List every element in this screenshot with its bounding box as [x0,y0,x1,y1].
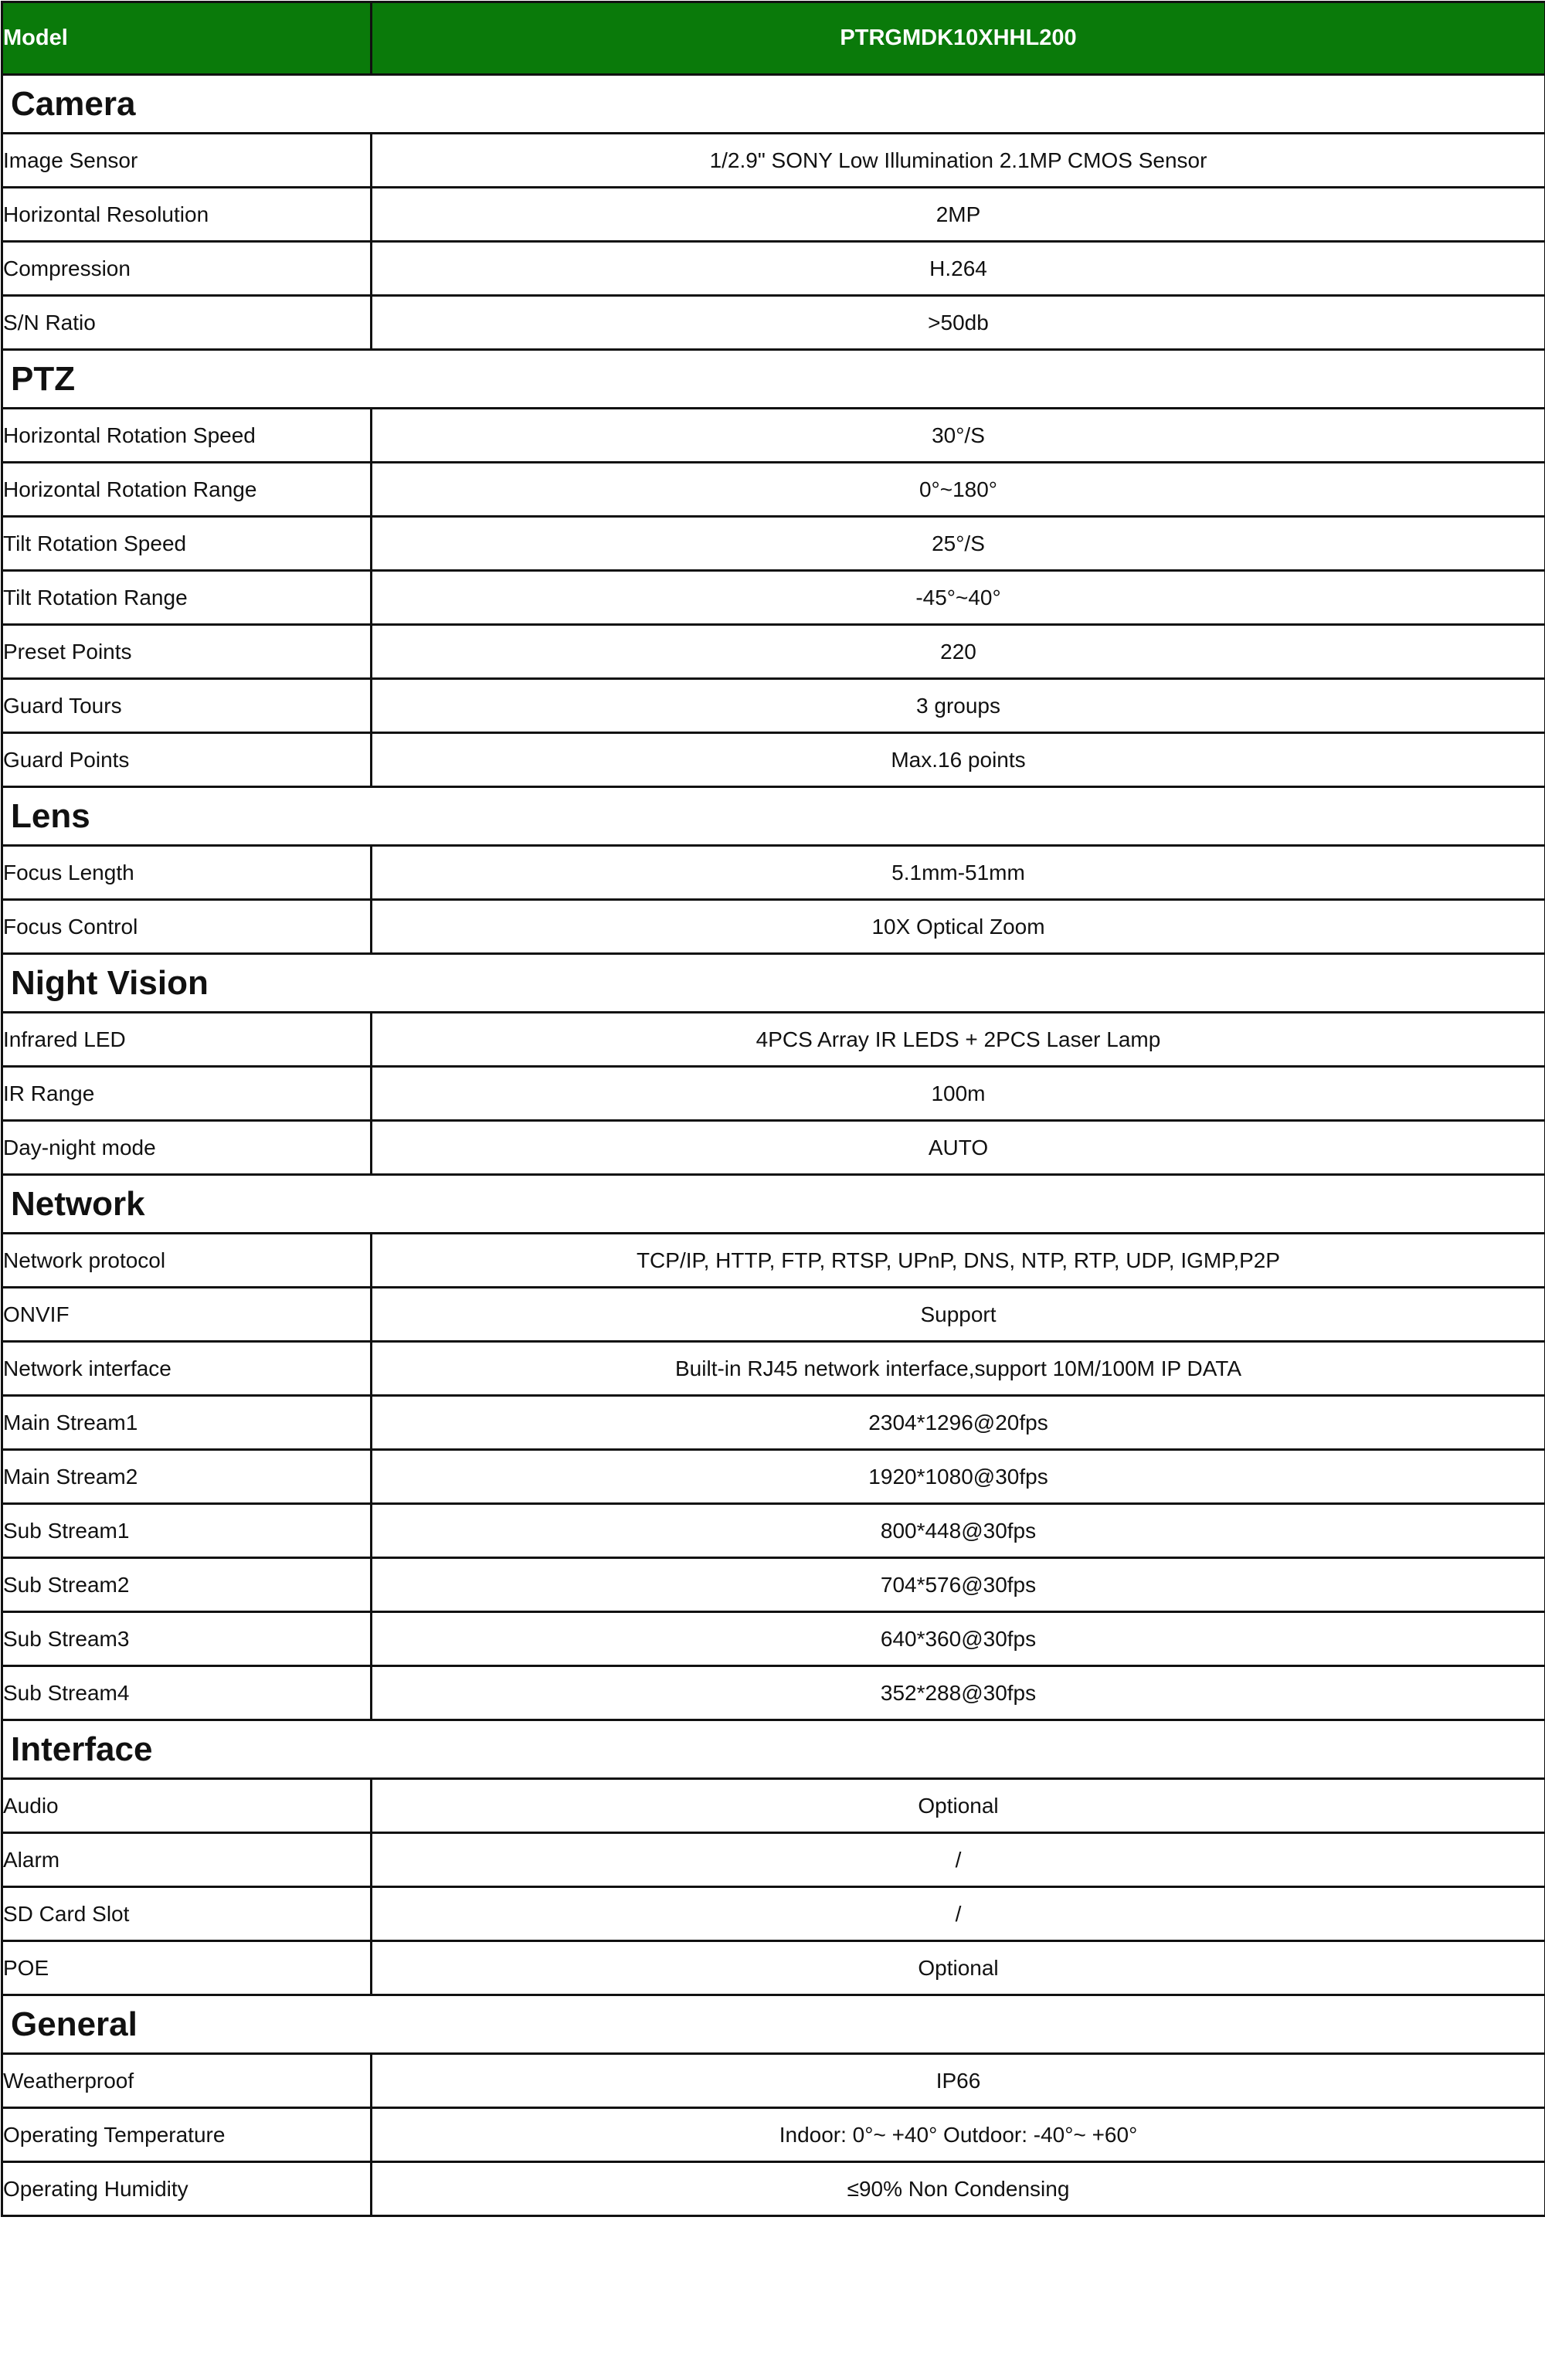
spec-value: 3 groups [372,679,1545,733]
spec-label: Guard Points [2,733,372,787]
spec-value: Support [372,1288,1545,1342]
spec-label: Sub Stream1 [2,1504,372,1558]
spec-row [2,1887,1545,1941]
spec-label: IR Range [2,1067,372,1121]
spec-label: SD Card Slot [2,1887,372,1941]
spec-row [2,1450,1545,1504]
spec-row [2,2054,1545,2108]
spec-value: 1920*1080@30fps [372,1450,1545,1504]
spec-value: 100m [372,1067,1545,1121]
spec-value: 0°~180° [372,463,1545,517]
spec-value: Max.16 points [372,733,1545,787]
spec-label: Tilt Rotation Speed [2,517,372,571]
spec-label: Weatherproof [2,2054,372,2108]
section-ptz-row [2,350,1545,409]
spec-label: Image Sensor [2,134,372,188]
spec-value: 704*576@30fps [372,1558,1545,1612]
section-network-row [2,1175,1545,1234]
spec-row [2,1013,1545,1067]
spec-row [2,900,1545,954]
spec-value: IP66 [372,2054,1545,2108]
spec-row [2,733,1545,787]
spec-value: Indoor: 0°~ +40° Outdoor: -40°~ +60° [372,2108,1545,2162]
spec-label: Focus Length [2,846,372,900]
section-title: PTZ [2,350,1545,409]
model-label: Model [2,2,372,75]
spec-row [2,2108,1545,2162]
spec-row [2,1067,1545,1121]
spec-row [2,1288,1545,1342]
spec-value: 5.1mm-51mm [372,846,1545,900]
model-value: PTRGMDK10XHHL200 [372,2,1545,75]
spec-label: Day-night mode [2,1121,372,1175]
spec-row [2,1121,1545,1175]
spec-row [2,1504,1545,1558]
spec-value: Optional [372,1941,1545,1995]
spec-label: Network interface [2,1342,372,1396]
spec-value: AUTO [372,1121,1545,1175]
spec-row [2,463,1545,517]
spec-row [2,571,1545,625]
spec-label: Horizontal Resolution [2,188,372,242]
spec-row [2,1342,1545,1396]
spec-label: Network protocol [2,1234,372,1288]
section-title: Lens [2,787,1545,846]
spec-label: Sub Stream2 [2,1558,372,1612]
spec-value: -45°~40° [372,571,1545,625]
section-title: General [2,1995,1545,2054]
spec-value: / [372,1833,1545,1887]
spec-label: Sub Stream3 [2,1612,372,1666]
spec-row [2,1234,1545,1288]
spec-row [2,134,1545,188]
spec-label: Main Stream2 [2,1450,372,1504]
spec-value: 1/2.9" SONY Low Illumination 2.1MP CMOS Sensor [372,134,1545,188]
spec-label: Horizontal Rotation Speed [2,409,372,463]
spec-label: Operating Humidity [2,2162,372,2216]
spec-value: Built-in RJ45 network interface,support 10M/100M IP DATA [372,1342,1545,1396]
spec-value: 10X Optical Zoom [372,900,1545,954]
spec-table [1,1,1545,2217]
spec-value: / [372,1887,1545,1941]
spec-row [2,625,1545,679]
section-title: Interface [2,1720,1545,1779]
section-title: Network [2,1175,1545,1234]
spec-row [2,1666,1545,1720]
spec-value: 800*448@30fps [372,1504,1545,1558]
spec-row [2,188,1545,242]
spec-label: Audio [2,1779,372,1833]
spec-value: 220 [372,625,1545,679]
spec-label: Infrared LED [2,1013,372,1067]
spec-value: 25°/S [372,517,1545,571]
spec-value: 2304*1296@20fps [372,1396,1545,1450]
spec-value: 4PCS Array IR LEDS + 2PCS Laser Lamp [372,1013,1545,1067]
spec-row [2,1558,1545,1612]
spec-label: Compression [2,242,372,296]
spec-label: Main Stream1 [2,1396,372,1450]
spec-row [2,517,1545,571]
section-lens-row [2,787,1545,846]
spec-value: 640*360@30fps [372,1612,1545,1666]
spec-row [2,1779,1545,1833]
spec-label: POE [2,1941,372,1995]
spec-value: 30°/S [372,409,1545,463]
spec-value: H.264 [372,242,1545,296]
spec-value: 2MP [372,188,1545,242]
spec-label: Operating Temperature [2,2108,372,2162]
spec-table-body [2,2,1545,2216]
spec-label: ONVIF [2,1288,372,1342]
spec-value: Optional [372,1779,1545,1833]
spec-row [2,1833,1545,1887]
spec-value: 352*288@30fps [372,1666,1545,1720]
spec-label: Preset Points [2,625,372,679]
spec-row [2,1612,1545,1666]
spec-label: Horizontal Rotation Range [2,463,372,517]
spec-row [2,1396,1545,1450]
spec-label: Focus Control [2,900,372,954]
spec-row [2,2162,1545,2216]
spec-value: ≤90% Non Condensing [372,2162,1545,2216]
section-general-row [2,1995,1545,2054]
spec-label: Tilt Rotation Range [2,571,372,625]
spec-row [2,679,1545,733]
spec-row [2,1941,1545,1995]
spec-value: >50db [372,296,1545,350]
spec-row [2,296,1545,350]
spec-row [2,846,1545,900]
section-night-vision-row [2,954,1545,1013]
spec-label: Guard Tours [2,679,372,733]
section-interface-row [2,1720,1545,1779]
spec-label: Alarm [2,1833,372,1887]
spec-row [2,409,1545,463]
spec-value: TCP/IP, HTTP, FTP, RTSP, UPnP, DNS, NTP, RTP, UDP, IGMP,P2P [372,1234,1545,1288]
header-row [2,2,1545,75]
spec-row [2,242,1545,296]
spec-label: S/N Ratio [2,296,372,350]
spec-label: Sub Stream4 [2,1666,372,1720]
section-title: Camera [2,75,1545,134]
section-title: Night Vision [2,954,1545,1013]
section-camera-row [2,75,1545,134]
